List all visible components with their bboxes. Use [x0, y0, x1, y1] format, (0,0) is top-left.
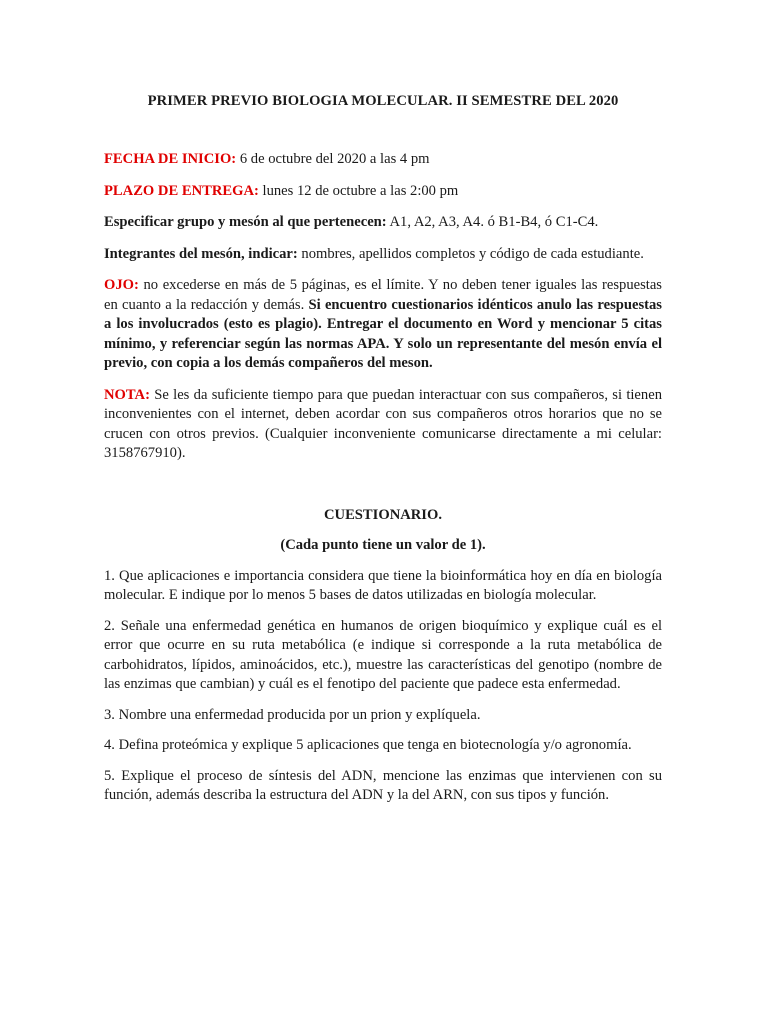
grupo-value: A1, A2, A3, A4. ó B1-B4, ó C1-C4.	[386, 214, 599, 230]
ojo-text: no excederse en más de 5 páginas, es el límite. Y no deben tener iguales las respuestas en cuanto a la redacción y demás.	[104, 277, 662, 313]
nota-text: Se les da suficiente tiempo para que puedan interactuar con sus compañeros, si tienen inconvenientes con el internet, deben acordar con sus compañeros otros horarios que no se crucen con otros previos. (Cualquier inconveniente comunicarse directamente a mi celular: 3158767910).	[104, 386, 662, 461]
document-title: PRIMER PREVIO BIOLOGIA MOLECULAR. II SEMESTRE DEL 2020	[147, 93, 619, 109]
ojo-label: OJO:	[104, 277, 139, 293]
plazo-entrega-line	[104, 182, 662, 202]
ojo-paragraph	[104, 276, 662, 374]
plazo-entrega-label: PLAZO DE ENTREGA:	[104, 182, 259, 199]
fecha-inicio-value: 6 de octubre del 2020 a las 4 pm	[236, 151, 430, 167]
integrantes-line	[104, 245, 662, 265]
fecha-inicio-line	[104, 150, 662, 170]
integrantes-label: Integrantes del mesón, indicar:	[104, 245, 298, 262]
nota-paragraph	[104, 386, 662, 464]
fecha-inicio-label: FECHA DE INICIO:	[104, 151, 237, 167]
integrantes-value: nombres, apellidos completos y código de cada estudiante.	[297, 245, 644, 262]
question-1: 1. Que aplicaciones e importancia considera que tiene la bioinformática hoy en día en biología molecular. E indique por lo menos 5 bases de datos utilizadas en biología molecular.	[104, 567, 662, 603]
question-4: 4. Defina proteómica y explique 5 aplicaciones que tenga en biotecnología y/o agronomía.	[104, 737, 632, 753]
document-page	[104, 0, 662, 806]
question-3: 3. Nombre una enfermedad producida por un prion y explíquela.	[104, 706, 481, 723]
cuestionario-subtitle: (Cada punto tiene un valor de 1).	[280, 537, 486, 553]
plazo-entrega-value: lunes 12 de octubre a las 2:00 pm	[258, 182, 459, 199]
nota-label: NOTA:	[104, 386, 150, 403]
ojo-bold-text: Si encuentro cuestionarios idénticos anulo las respuestas a los involucrados (esto es plagio). Entregar el documento en Word y mencionar 5 citas mínimo, y referenciar según las normas APA. Y solo un representante del mesón envía el previo, con copia a los demás compañeros del meson.	[104, 296, 662, 371]
question-5: 5. Explique el proceso de síntesis del ADN, mencione las enzimas que intervienen con su función, además describa la estructura del ADN y la del ARN, con sus tipos y función.	[104, 767, 662, 803]
question-2: 2. Señale una enfermedad genética en humanos de origen bioquímico y explique cuál es el error que ocurre en su ruta metabólica (e indique si corresponde a la ruta metabólica de carbohidratos, lípidos, aminoácidos, etc.), muestre las características del genotipo (nombre de las enzimas que cambian) y cuál es el fenotipo del paciente que padece esta enfermedad.	[104, 617, 662, 692]
cuestionario-title: CUESTIONARIO.	[324, 506, 442, 523]
grupo-label: Especificar grupo y mesón al que pertenecen:	[104, 214, 387, 230]
grupo-line	[104, 213, 662, 233]
